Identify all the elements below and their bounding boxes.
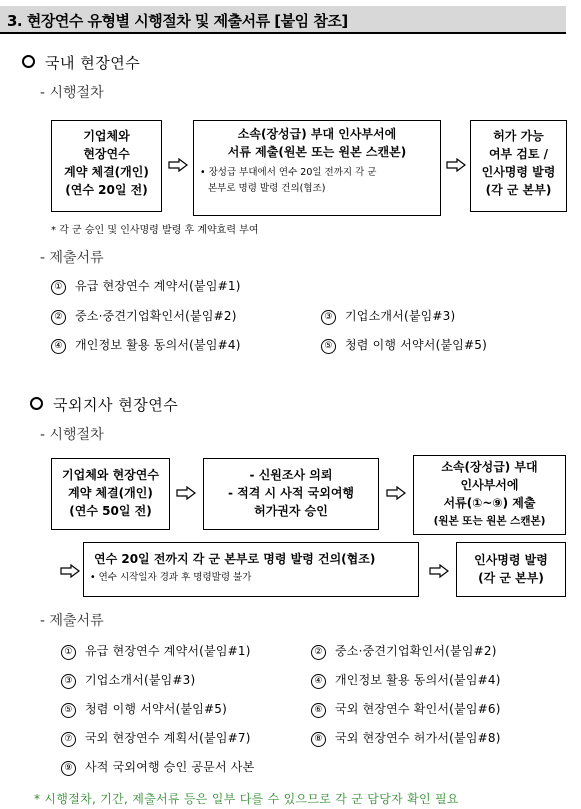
arrow-right-icon — [60, 564, 80, 578]
number-circle: ⑤ — [321, 339, 336, 354]
box-line: 소속(장성급) 부대 인사부서에 — [237, 127, 397, 141]
box-line: - 신원조사 의뢰 — [249, 468, 333, 482]
section-heading-text: 국외지사 현장연수 — [53, 396, 179, 414]
doc-text: 중소·중견기업확인서(붙임#2) — [335, 644, 497, 658]
box-line: 연수 20일 전까지 각 군 본부로 명령 발령 건의(협조) — [94, 552, 376, 566]
box-note: 본부로 명령 발령 건의(협조) — [208, 183, 326, 194]
footer-note: * 시행절차, 기간, 제출서류 등은 일부 다를 수 있으므로 각 군 담당자 확인 필요 — [34, 792, 459, 806]
box-line: 여부 검토 / — [488, 147, 549, 161]
docs-label: - 제출서류 — [40, 250, 104, 266]
step-box-order — [456, 542, 566, 597]
number-circle: ⑥ — [311, 703, 326, 718]
box-line: (각 군 본부) — [485, 183, 552, 197]
doc-item — [61, 700, 227, 719]
doc-item — [311, 671, 501, 690]
circle-bullet-icon — [22, 55, 35, 68]
box-line: 허가 가능 — [493, 129, 544, 143]
section-heading-overseas — [30, 394, 178, 415]
section-heading-text: 국내 현장연수 — [45, 54, 141, 72]
number-circle: ② — [51, 310, 66, 325]
box-line: (각 군 본부) — [478, 571, 544, 585]
doc-item — [51, 307, 237, 326]
circle-bullet-icon — [30, 397, 43, 410]
doc-text: 국외 현장연수 계획서(붙임#7) — [85, 731, 251, 745]
section-heading-domestic — [22, 52, 140, 73]
box-line: (원본 또는 원본 스캔본) — [433, 515, 546, 527]
box-line: 허가권자 승인 — [254, 504, 328, 518]
box-line: (연수 50일 전) — [69, 504, 152, 518]
step-box-contract — [51, 458, 170, 530]
doc-text: 국외 현장연수 허가서(붙임#8) — [335, 731, 501, 745]
doc-item — [51, 336, 241, 355]
arrow-right-icon — [168, 158, 188, 172]
doc-item — [311, 700, 501, 719]
box-line: 기업체와 — [83, 129, 130, 143]
doc-item — [321, 307, 455, 326]
arrow-right-icon — [176, 486, 196, 500]
doc-text: 개인정보 활용 동의서(붙임#4) — [335, 673, 501, 687]
box-line: 계약 체결(개인) — [64, 165, 149, 179]
step-box-submit — [413, 455, 566, 535]
doc-item — [321, 336, 487, 355]
doc-text: 중소·중견기업확인서(붙임#2) — [75, 309, 237, 323]
number-circle: ⑨ — [61, 761, 76, 776]
number-circle: ⑦ — [61, 732, 76, 747]
box-line: (연수 20일 전) — [65, 183, 148, 197]
doc-item — [311, 729, 501, 748]
doc-item — [311, 642, 497, 661]
doc-item — [51, 277, 241, 296]
box-line: - 적격 시 사적 국외여행 — [227, 486, 355, 500]
doc-item — [61, 642, 251, 661]
box-line: 소속(장성급) 부대 — [441, 460, 538, 474]
doc-text: 개인정보 활용 동의서(붙임#4) — [75, 338, 241, 352]
doc-text: 기업소개서(붙임#3) — [345, 309, 456, 323]
step-box-contract — [51, 120, 162, 212]
number-circle: ① — [61, 645, 76, 660]
arrow-right-icon — [446, 158, 466, 172]
page-title: 3. 현장연수 유형별 시행절차 및 제출서류 [붙임 참조] — [0, 6, 566, 34]
doc-text: 청렴 이행 서약서(붙임#5) — [85, 702, 228, 716]
box-line: 서류 제출(원본 또는 원본 스캔본) — [227, 145, 407, 159]
doc-item — [61, 758, 254, 777]
step-box-submit — [193, 120, 441, 216]
box-line: 계약 체결(개인) — [68, 486, 153, 500]
doc-text: 유급 현장연수 계약서(붙임#1) — [75, 279, 241, 293]
doc-text: 국외 현장연수 확인서(붙임#6) — [335, 702, 501, 716]
doc-text: 청렴 이행 서약서(붙임#5) — [345, 338, 488, 352]
number-circle: ⑧ — [311, 732, 326, 747]
box-line: 현장연수 — [83, 147, 130, 161]
box-line: 인사명령 발령 — [474, 553, 548, 567]
box-note: • 연수 시작일자 경과 후 명령발령 불가 — [90, 572, 252, 583]
box-line: 인사명령 발령 — [481, 165, 556, 179]
docs-label: - 제출서류 — [40, 613, 104, 629]
box-note: • 장성급 부대에서 연수 20일 전까지 각 군 — [200, 167, 377, 178]
step-box-order-request — [83, 542, 419, 597]
arrow-right-icon — [429, 564, 449, 578]
number-circle: ② — [311, 645, 326, 660]
number-circle: ① — [51, 280, 66, 295]
step-box-background-check — [203, 458, 379, 530]
doc-item — [61, 671, 195, 690]
arrow-right-icon — [386, 486, 406, 500]
doc-item — [61, 729, 251, 748]
box-line: 인사부서에 — [460, 478, 519, 492]
doc-text: 사적 국외여행 승인 공문서 사본 — [85, 760, 255, 774]
procedure-label: - 시행절차 — [40, 85, 104, 101]
procedure-note: * 각 군 승인 및 인사명령 발령 후 계약효력 부여 — [51, 225, 259, 236]
number-circle: ③ — [61, 674, 76, 689]
doc-text: 기업소개서(붙임#3) — [85, 673, 196, 687]
number-circle: ⑤ — [61, 703, 76, 718]
number-circle: ④ — [311, 674, 326, 689]
procedure-label: - 시행절차 — [40, 427, 104, 443]
doc-text: 유급 현장연수 계약서(붙임#1) — [85, 644, 251, 658]
box-line: 서류(①~⑨) 제출 — [443, 496, 536, 510]
number-circle: ③ — [321, 310, 336, 325]
step-box-approval — [470, 120, 567, 212]
box-line: 기업체와 현장연수 — [62, 468, 159, 482]
number-circle: ④ — [51, 339, 66, 354]
